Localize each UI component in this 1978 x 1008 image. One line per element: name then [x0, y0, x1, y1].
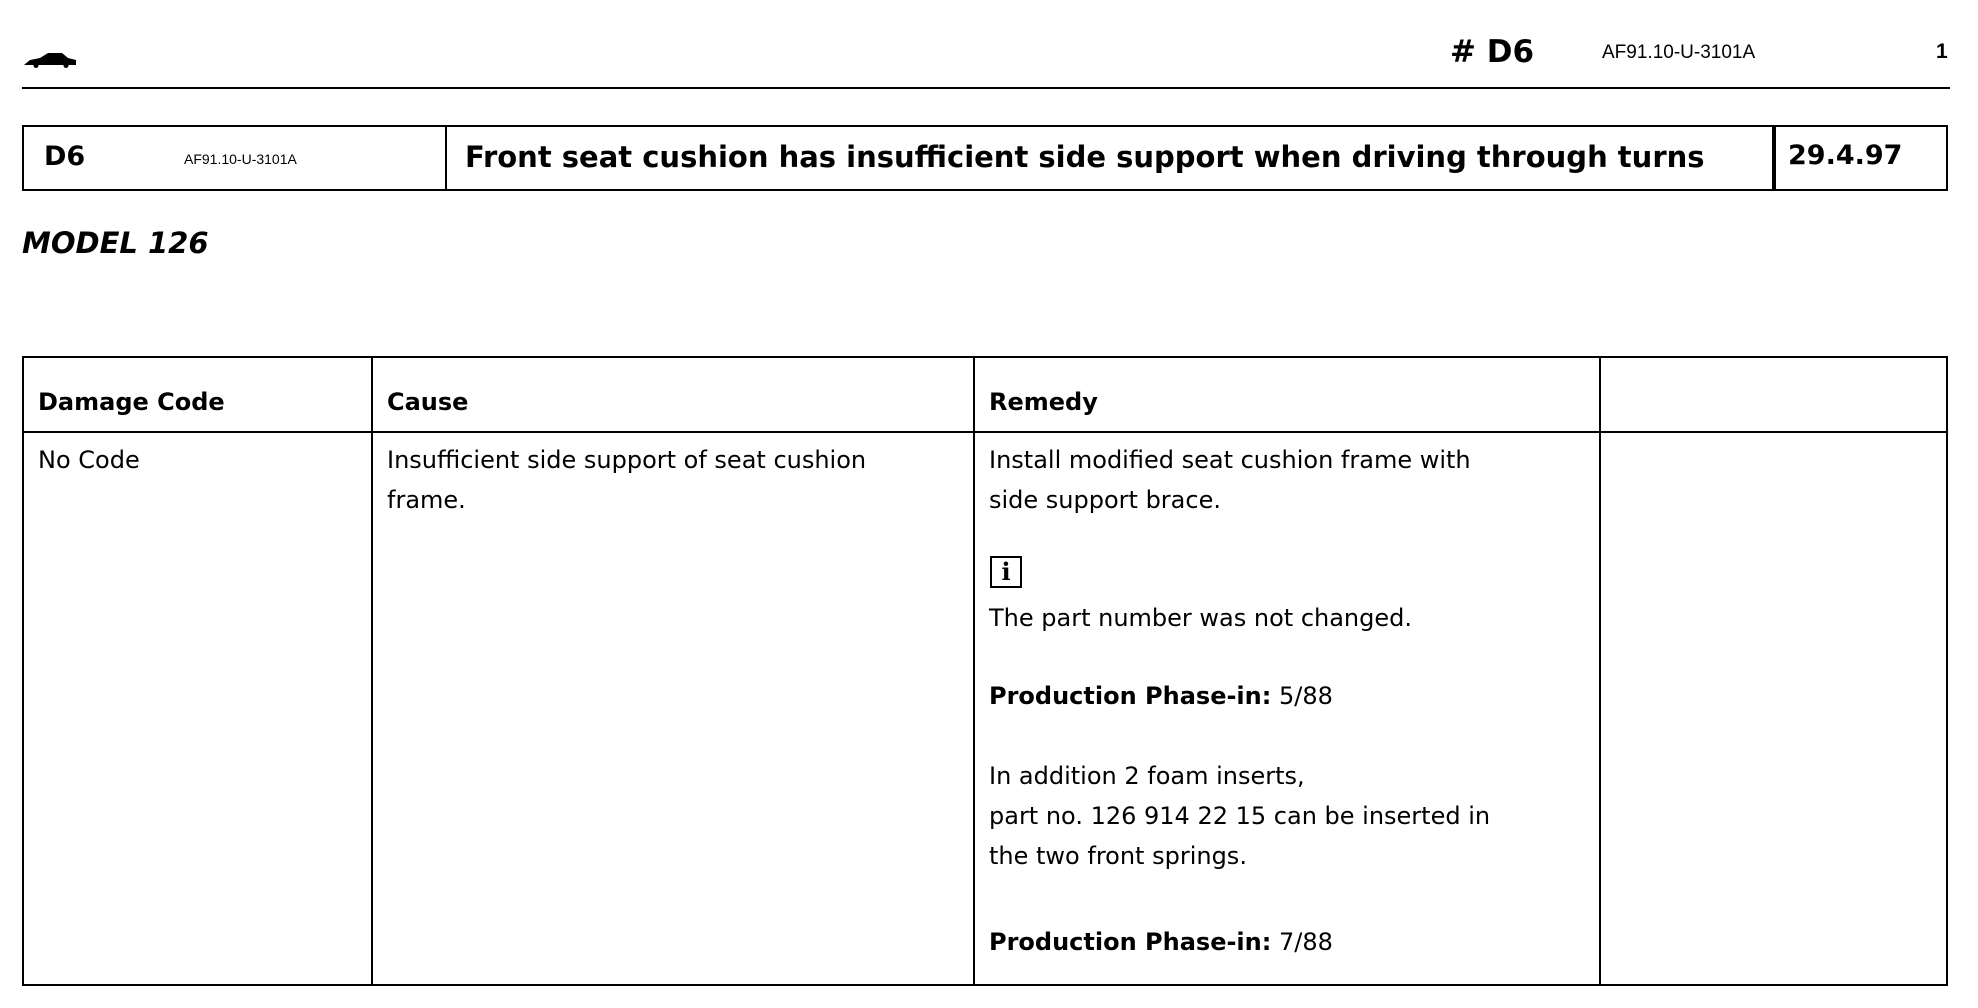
column-divider [1599, 358, 1601, 984]
production-phase-in-2 [989, 922, 1333, 962]
title-bar-date-cell [1774, 127, 1946, 189]
remedy-line: part no. 126 914 22 15 can be inserted in [989, 802, 1491, 830]
cause-line: Insufficient side support of seat cushion [387, 446, 867, 474]
remedy-line: In addition 2 foam inserts, [989, 762, 1305, 790]
car-icon [22, 52, 78, 68]
remedy-note: The part number was not changed. [989, 604, 1412, 632]
cause-line: frame. [387, 486, 466, 514]
header-divider [22, 87, 1950, 89]
info-icon: i [990, 556, 1022, 588]
document-title: Front seat cushion has insufficient side support when driving through turns [465, 140, 1705, 174]
header-row-divider [24, 431, 1946, 433]
phase-in-label: Production Phase-in: [989, 682, 1272, 710]
phase-in-value: 7/88 [1278, 928, 1333, 956]
remedy-line: side support brace. [989, 486, 1221, 514]
column-header-remedy: Remedy [989, 388, 1098, 416]
title-bar [22, 125, 1948, 191]
model-heading: MODEL 126 [22, 226, 209, 260]
page-number: 1 [1936, 40, 1948, 63]
title-bar-code-cell [24, 127, 447, 189]
column-header-cause: Cause [387, 388, 469, 416]
column-divider [973, 358, 975, 984]
damage-table [22, 356, 1948, 986]
title-reference: AF91.10-U-3101A [184, 151, 297, 167]
production-phase-in-1 [989, 676, 1333, 716]
title-bar-title-cell [447, 127, 1774, 189]
remedy-line: Install modified seat cushion frame with [989, 446, 1471, 474]
column-divider [371, 358, 373, 984]
title-code: D6 [44, 141, 86, 172]
document-date: 29.4.97 [1788, 140, 1903, 171]
remedy-line: the two front springs. [989, 842, 1247, 870]
column-header-damage-code: Damage Code [38, 388, 225, 416]
phase-in-value: 5/88 [1278, 682, 1333, 710]
document-reference: AF91.10-U-3101A [1602, 42, 1756, 63]
phase-in-label: Production Phase-in: [989, 928, 1272, 956]
damage-code-value: No Code [38, 446, 140, 474]
document-code: # D6 [1450, 34, 1535, 70]
